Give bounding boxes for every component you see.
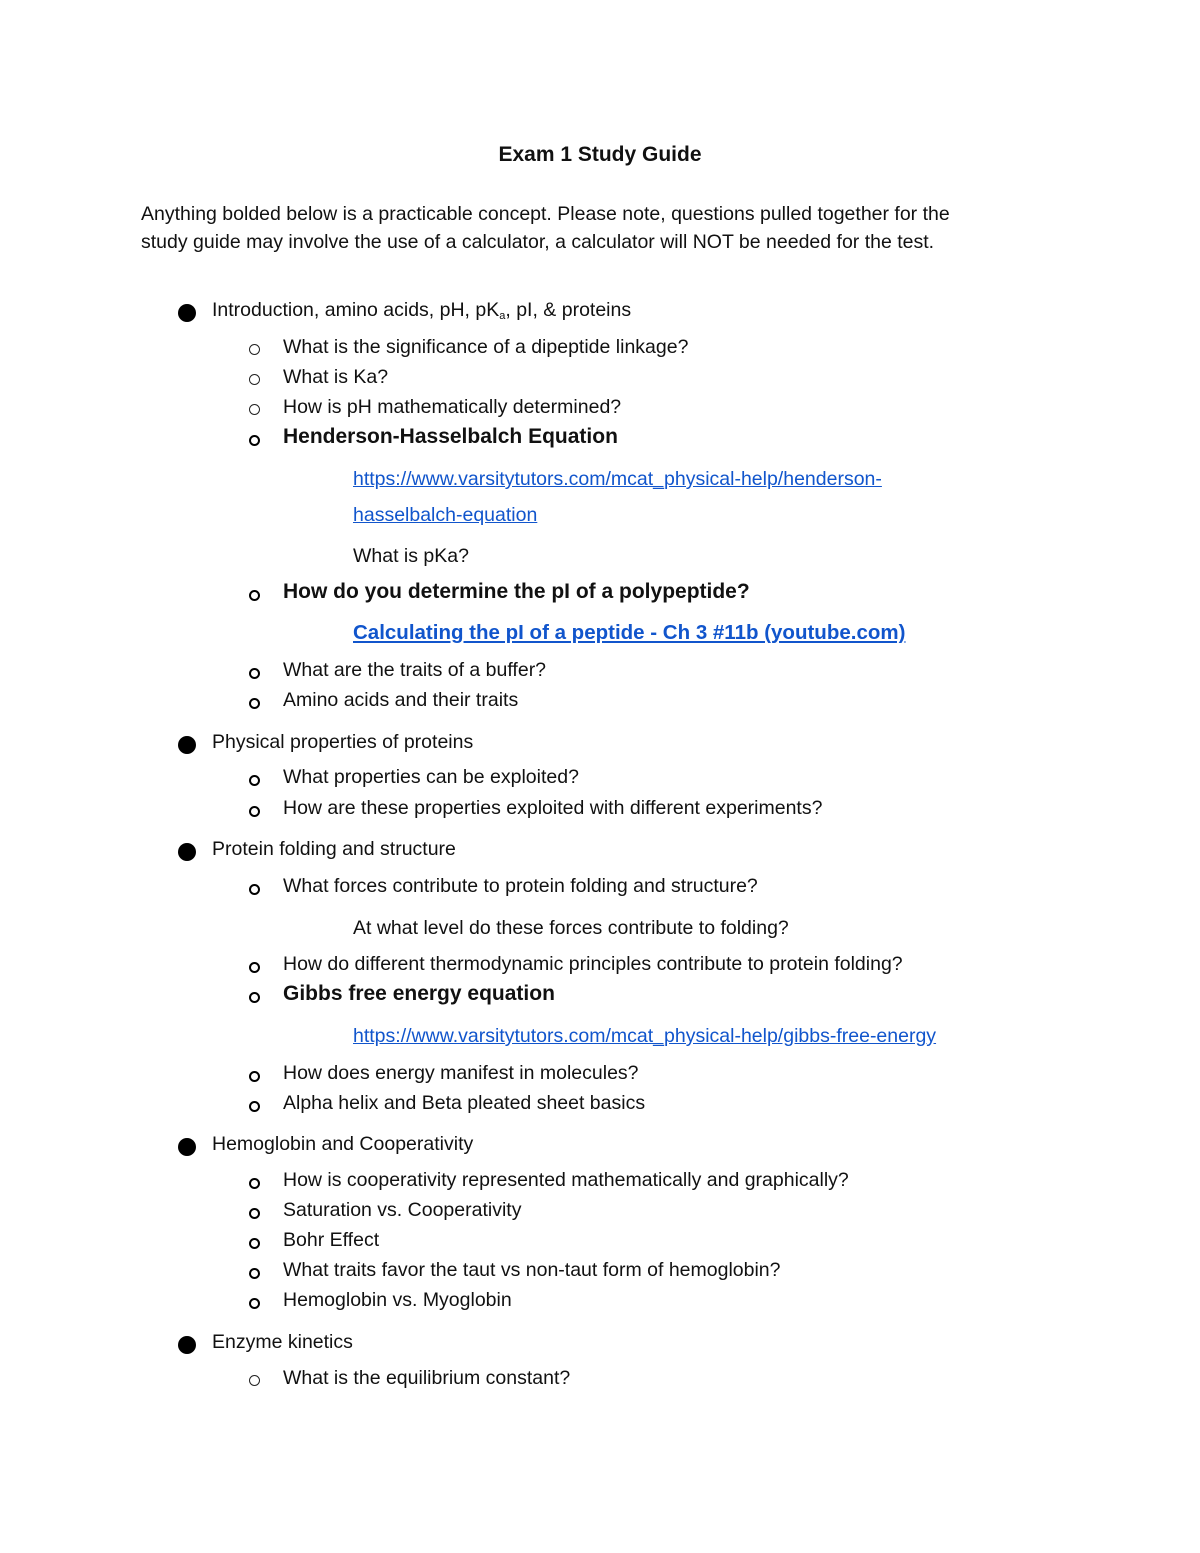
section-title-physical: Physical properties of proteins: [212, 731, 474, 753]
intro-line-2: study guide may involve the use of a calculator, a calculator will NOT be needed for the test.: [141, 231, 935, 253]
hollow-circle-bold-icon: [249, 806, 260, 817]
question-item: Alpha helix and Beta pleated sheet basics: [283, 1092, 646, 1114]
hollow-circle-bold-icon: [249, 1071, 260, 1082]
bullet-icon: [178, 304, 196, 322]
hollow-circle-bold-icon: [249, 698, 260, 709]
hollow-circle-bold-icon: [249, 1238, 260, 1249]
henderson-hasselbalch-link-continued[interactable]: hasselbalch-equation: [353, 504, 538, 526]
hollow-circle-bold-icon: [249, 1268, 260, 1279]
hollow-circle-bold-icon: [249, 775, 260, 786]
hollow-circle-icon: [249, 344, 260, 355]
question-item: Hemoglobin vs. Myoglobin: [283, 1289, 512, 1311]
hollow-circle-icon: [249, 1375, 260, 1386]
concept-henderson-hasselbalch: Henderson-Hasselbalch Equation: [283, 425, 618, 448]
question-item: What is Ka?: [283, 366, 389, 388]
page-title: Exam 1 Study Guide: [498, 143, 702, 166]
question-item: What is the equilibrium constant?: [283, 1367, 571, 1389]
question-item: How does energy manifest in molecules?: [283, 1062, 639, 1084]
hollow-circle-bold-icon: [249, 884, 260, 895]
question-item: What traits favor the taut vs non-taut form of hemoglobin?: [283, 1259, 781, 1281]
section-title-hemoglobin: Hemoglobin and Cooperativity: [212, 1133, 474, 1155]
bullet-icon: [178, 843, 196, 861]
hollow-circle-bold-icon: [249, 1178, 260, 1189]
intro-line-1: Anything bolded below is a practicable concept. Please note, questions pulled together for the: [141, 203, 950, 225]
bullet-icon: [178, 1336, 196, 1354]
question-item: Bohr Effect: [283, 1229, 380, 1251]
hollow-circle-bold-icon: [249, 668, 260, 679]
hollow-circle-bold-icon: [249, 435, 260, 446]
bullet-icon: [178, 1138, 196, 1156]
question-item: What are the traits of a buffer?: [283, 659, 547, 681]
concept-pi-polypeptide: How do you determine the pI of a polypeptide?: [283, 580, 750, 603]
section-title-folding: Protein folding and structure: [212, 838, 456, 860]
question-item: How is pH mathematically determined?: [283, 396, 622, 418]
gibbs-free-energy-link[interactable]: https://www.varsitytutors.com/mcat_physical-help/gibbs-free-energy: [353, 1025, 937, 1047]
note-item: What is pKa?: [353, 545, 469, 567]
question-item: What properties can be exploited?: [283, 766, 579, 788]
question-item: Amino acids and their traits: [283, 689, 519, 711]
question-item: How is cooperativity represented mathematically and graphically?: [283, 1169, 849, 1191]
hollow-circle-bold-icon: [249, 590, 260, 601]
hollow-circle-bold-icon: [249, 1208, 260, 1219]
concept-gibbs-free-energy: Gibbs free energy equation: [283, 982, 555, 1005]
section-title-intro: Introduction, amino acids, pH, $pK_a$, pI, & proteins: [212, 299, 632, 322]
bullet-icon: [178, 736, 196, 754]
section-title-enzyme: Enzyme kinetics: [212, 1331, 353, 1353]
question-item: What forces contribute to protein folding and structure?: [283, 875, 758, 897]
question-item: Saturation vs. Cooperativity: [283, 1199, 522, 1221]
note-item: At what level do these forces contribute to folding?: [353, 917, 789, 939]
hollow-circle-bold-icon: [249, 992, 260, 1003]
hollow-circle-bold-icon: [249, 962, 260, 973]
pi-peptide-video-link[interactable]: Calculating the pI of a peptide - Ch 3 #11b (youtube.com): [353, 621, 906, 644]
hollow-circle-icon: [249, 404, 260, 415]
henderson-hasselbalch-link[interactable]: https://www.varsitytutors.com/mcat_physical-help/henderson-: [353, 468, 882, 490]
question-item: How do different thermodynamic principles contribute to protein folding?: [283, 953, 903, 975]
hollow-circle-bold-icon: [249, 1101, 260, 1112]
question-item: How are these properties exploited with different experiments?: [283, 797, 823, 819]
question-item: What is the significance of a dipeptide linkage?: [283, 336, 689, 358]
hollow-circle-icon: [249, 374, 260, 385]
hollow-circle-bold-icon: [249, 1298, 260, 1309]
